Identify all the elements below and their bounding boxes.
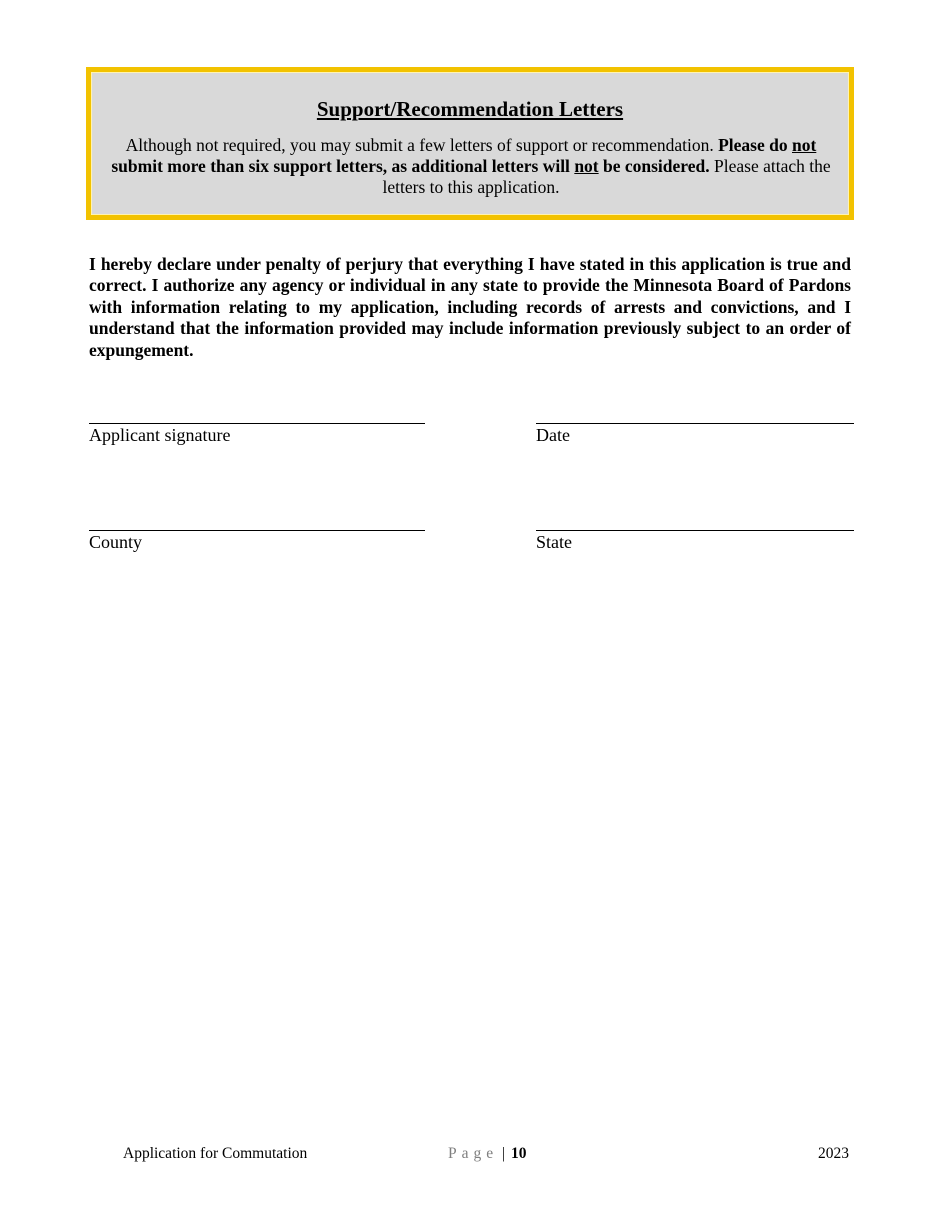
support-letters-box — [86, 67, 854, 220]
footer-page-word: Page — [448, 1145, 499, 1162]
support-letters-body — [102, 135, 840, 198]
state-field[interactable] — [536, 530, 854, 553]
applicant-signature-field[interactable] — [89, 423, 425, 446]
date-label: Date — [536, 425, 570, 445]
support-letters-inner — [91, 72, 849, 215]
county-field[interactable] — [89, 530, 425, 553]
support-body-bold-1: Please do — [718, 135, 792, 155]
footer-page-indicator — [448, 1145, 527, 1163]
applicant-signature-line[interactable] — [89, 423, 425, 424]
support-letters-title: Support/Recommendation Letters — [316, 97, 624, 121]
perjury-declaration: I hereby declare under penalty of perjury that everything I have stated in this application is true and correct. I authorize any agency or individual in any state to provide the Minnesota Board of Pardons with information relating to my application, including records of arrests and convictions, and I understand that the information provided may include information previously subject to an order of expungement. — [89, 254, 851, 360]
date-field[interactable] — [536, 423, 854, 446]
support-body-not-1: not — [792, 135, 817, 155]
county-label: County — [89, 532, 143, 552]
support-body-text-1: Although not required, you may submit a few letters of support or recommendation. — [125, 135, 719, 155]
footer-year: 2023 — [818, 1145, 849, 1162]
support-body-text-2: Please attach the letters to this application. — [382, 156, 831, 197]
applicant-signature-label: Applicant signature — [89, 425, 231, 445]
date-line[interactable] — [536, 423, 854, 424]
county-line[interactable] — [89, 530, 425, 531]
support-body-bold-3: be considered. — [598, 156, 710, 176]
footer-page-number: 10 — [511, 1145, 527, 1162]
state-label: State — [536, 532, 572, 552]
support-body-not-2: not — [574, 156, 599, 176]
footer-document-title: Application for Commutation — [123, 1145, 308, 1162]
support-body-bold-2: submit more than six support letters, as additional letters will — [111, 156, 575, 176]
footer-page-separator: | — [502, 1145, 506, 1162]
state-line[interactable] — [536, 530, 854, 531]
